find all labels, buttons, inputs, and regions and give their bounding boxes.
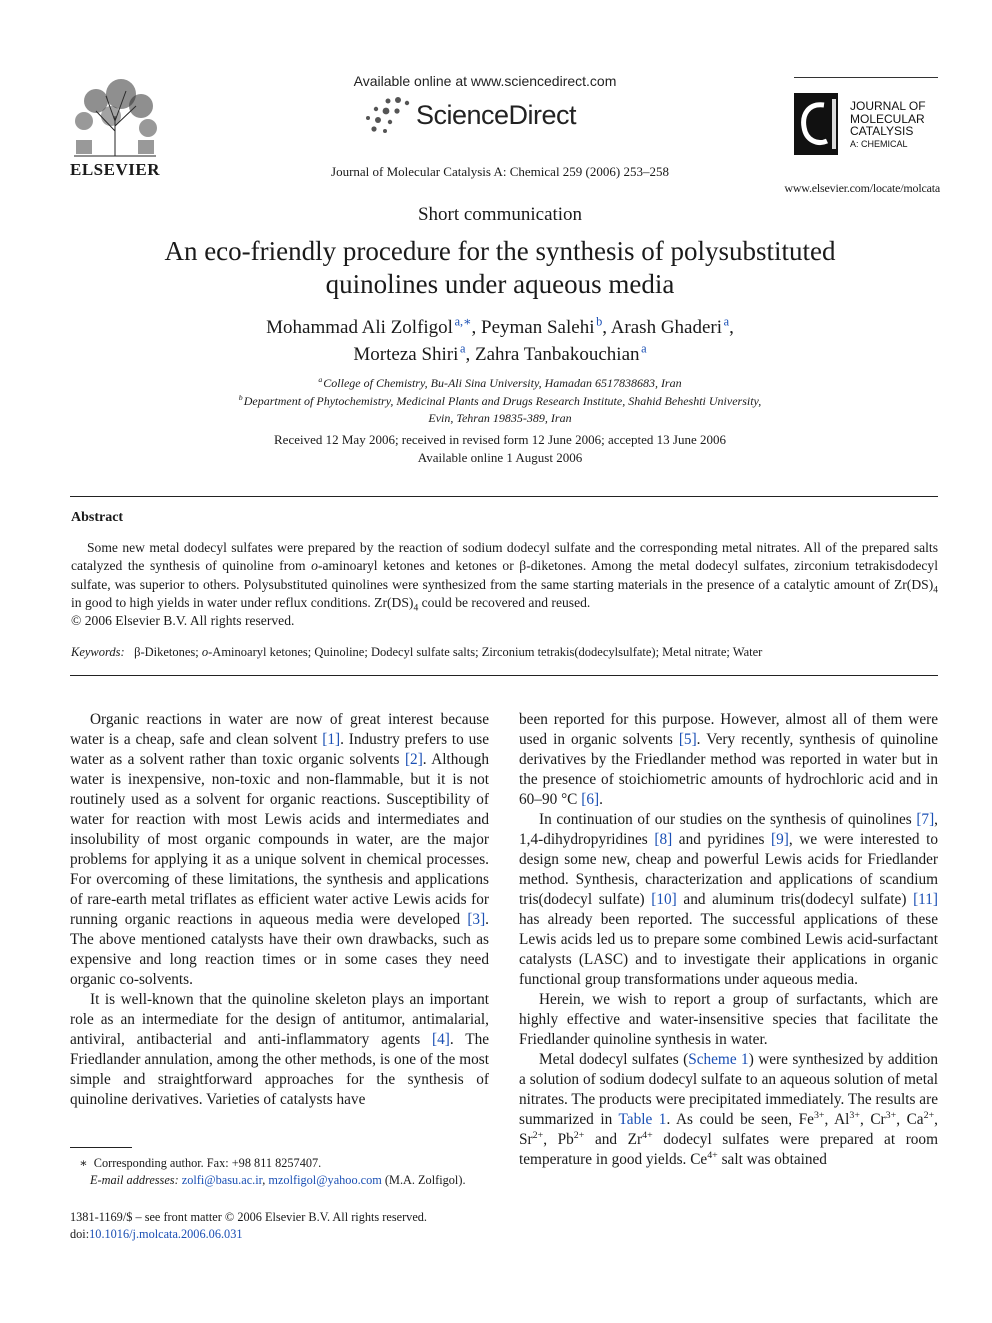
body-text: . As could be seen, Fe: [666, 1111, 814, 1128]
sciencedirect-wordmark: ScienceDirect: [416, 100, 577, 130]
abstract-text: could be recovered and reused.: [418, 594, 591, 610]
email-label: E-mail addresses:: [90, 1173, 179, 1187]
available-date: Available online 1 August 2006: [417, 450, 583, 465]
subscript: 4: [413, 603, 419, 614]
author-list: [60, 314, 940, 368]
article-type: Short communication: [417, 204, 583, 225]
ion-charge: 3+: [885, 1109, 897, 1121]
affiliation-text: College of Chemistry, Bu-Ali Sina University, Hamadan 6517838683, Iran: [323, 376, 682, 390]
body-text: . Industry prefers to use water as a solvent rather than toxic organic solvents: [70, 731, 489, 768]
journal-cover-logo: [794, 93, 844, 155]
abstract-text: in good to high yields in water under reflux conditions. Zr(DS): [71, 594, 414, 610]
subscript: 4: [933, 585, 938, 596]
author-affiliation-mark[interactable]: b: [596, 314, 603, 329]
article-title: [60, 235, 940, 301]
publisher-name: ELSEVIER: [70, 160, 160, 179]
doi-line: [70, 1226, 490, 1243]
article-title-line: An eco-friendly procedure for the synthesis of polysubstituted: [164, 236, 836, 266]
citation-link[interactable]: [6]: [581, 791, 600, 808]
abstract-heading: Abstract: [71, 510, 124, 525]
email-link[interactable]: zolfi@basu.ac.ir: [181, 1173, 263, 1187]
author-name: Arash Ghaderi: [610, 317, 723, 338]
author-separator: ,: [471, 317, 482, 338]
ion-charge: 2+: [532, 1129, 544, 1141]
affiliation-text: Department of Phytochemistry, Medicinal Plants and Drugs Research Institute, Shahid Beheshti University,: [243, 393, 762, 408]
citation-link[interactable]: [9]: [771, 831, 789, 848]
sciencedirect-dots-icon: [360, 96, 416, 138]
footnote-rule: [70, 1147, 132, 1148]
journal-reference: Journal of Molecular Catalysis A: Chemical 259 (2006) 253–258: [331, 164, 669, 179]
keyword-text: β-Diketones;: [134, 645, 202, 659]
body-column-right: [519, 710, 938, 1170]
affiliations: [60, 375, 940, 428]
citation-link[interactable]: [2]: [404, 751, 423, 768]
body-text: , Pb: [543, 1131, 574, 1148]
body-text: and aluminum tris(dodecyl sulfate): [676, 891, 914, 908]
abstract-text: Some new metal dodecyl sulfates were prepared by the reaction of sodium dodecyl sulfate and the corresponding metal nitrates. All of the prepared salts catalyzed the synthesis of quinoline from: [71, 540, 938, 574]
body-text: , 1,4-dihydropyridines: [519, 811, 938, 848]
body-paragraph: [70, 710, 489, 990]
footnotes: [70, 1155, 490, 1189]
citation-link[interactable]: [8]: [654, 831, 673, 848]
citation-link[interactable]: [5]: [678, 731, 697, 748]
sciencedirect-logo[interactable]: [360, 96, 600, 138]
body-text: , we were interested to design some new, cheap and powerful Lewis acids for Friedlander method. Synthesis, characterization and applications of scandium tris(dodecyl sulfate): [519, 831, 938, 908]
body-paragraph: [519, 710, 938, 810]
body-text: Metal dodecyl sulfates (: [539, 1051, 689, 1068]
ion-charge: 2+: [573, 1129, 585, 1141]
body-text: Organic reactions in water are now of great interest because water is a cheap, safe and clean solvent: [70, 711, 489, 748]
journal-logo-rule: [794, 77, 938, 78]
abstract-divider: [70, 675, 938, 676]
abstract-text: -aminoaryl ketones and ketones or β-diketones. Among the metal dodecyl sulfates, zirconium tetrakisdodecyl sulfate, was superior to others. Polysubstituted quinolines were synthesized from the same starting materials in the presence of a catalytic amount of Zr(DS): [71, 558, 938, 592]
citation-link[interactable]: [3]: [467, 911, 486, 928]
issn-line: 1381-1169/$ – see front matter © 2006 Elsevier B.V. All rights reserved.: [70, 1210, 428, 1224]
affiliation: [60, 375, 940, 393]
body-paragraph: [70, 990, 489, 1110]
author-line: [60, 341, 940, 368]
body-text: . The above mentioned catalysts have their own drawbacks, such as expensive and long reaction times or in some cases they need organic co-solvents.: [70, 911, 489, 988]
body-text: been reported for this purpose. However, almost all of them were used in organic solvents: [519, 711, 938, 748]
ion-charge: 4+: [642, 1129, 653, 1141]
corresponding-author-note: [70, 1155, 490, 1172]
header-divider: [70, 496, 938, 497]
body-text: has already been reported. The successful applications of these Lewis acids led us to prepare some combined Lewis acid-surfactant catalysts (LASC) and to investigate their applications in organic functional group transformations under aqueous media.: [519, 911, 938, 988]
body-text: , Sr: [519, 1111, 938, 1148]
body-paragraph: Herein, we wish to report a group of surfactants, which are highly effective and water-insensitive species that facilitate the Friedlander quinoline synthesis in water.: [519, 991, 938, 1048]
body-text: .: [599, 791, 603, 808]
article-title-line: quinolines under aqueous media: [325, 269, 675, 299]
available-online-text[interactable]: Available online at www.sciencedirect.com: [353, 73, 617, 89]
journal-logo-line: MOLECULAR: [850, 111, 925, 126]
journal-logo-line: CATALYSIS: [850, 124, 914, 138]
body-paragraph: [519, 1050, 938, 1170]
body-text: , Ca: [896, 1111, 924, 1128]
email-separator: ,: [262, 1173, 269, 1187]
body-text: In continuation of our studies on the synthesis of quinolines: [539, 811, 917, 828]
doi-label: doi:: [70, 1227, 90, 1241]
keywords-label: Keywords:: [71, 645, 125, 659]
affiliation-mark: a: [318, 375, 323, 384]
citation-link[interactable]: [1]: [322, 731, 341, 748]
author-name: Zahra Tanbakouchian: [475, 344, 640, 365]
keyword-italic: o: [201, 645, 209, 659]
citation-link[interactable]: [7]: [916, 811, 935, 828]
author-name: Peyman Salehi: [481, 317, 595, 338]
body-column-left: [70, 710, 489, 1110]
author-line: [60, 314, 940, 341]
email-note: [70, 1172, 490, 1189]
table-link[interactable]: Table 1: [618, 1111, 667, 1128]
journal-url-link[interactable]: www.elsevier.com/locate/molcata: [784, 181, 940, 195]
ion-charge: 2+: [923, 1109, 935, 1121]
author-affiliation-mark[interactable]: a: [460, 341, 466, 356]
ion-charge: 3+: [849, 1109, 860, 1121]
scheme-link[interactable]: Scheme 1: [688, 1051, 749, 1068]
elsevier-logo: [66, 76, 164, 180]
body-text: . Although water is inexpensive, non-toxic and non-flammable, but it is not routinely used as a solvent for organic reactions. Susceptibility of water for reaction with most Lewis acids and intermediates and insolubility of most organic compounds in water, are the major problems for applying it as a unique solvent in chemical processes. For overcoming of these limitations, the synthesis and applications of rare-earth metal triflates as efficient water active Lewis acids for running organic reactions in aqueous media were developed: [70, 751, 490, 928]
abstract-body: [71, 539, 938, 630]
copyright-line: © 2006 Elsevier B.V. All rights reserved.: [71, 613, 295, 629]
journal-cover-icon: [794, 93, 844, 155]
body-text: . The Friedlander annulation, among the other methods, is one of the most simple and straightforward approaches for the synthesis of quinoline derivatives. Varieties of catalysts have: [70, 1031, 490, 1108]
elsevier-tree-icon: [66, 76, 164, 158]
citation-link[interactable]: [11]: [913, 891, 938, 908]
author-affiliation-mark[interactable]: a: [641, 341, 647, 356]
body-text: dodecyl sulfates were prepared at room temperature in good yields. Ce: [519, 1131, 938, 1168]
author-separator: ,: [602, 317, 611, 338]
abstract-italic: o: [311, 558, 318, 574]
email-owner: (M.A. Zolfigol).: [381, 1173, 466, 1187]
author-affiliation-mark[interactable]: a: [723, 314, 730, 329]
body-text: It is well-known that the quinoline skeleton plays an important role as an intermediate for the design of antitumor, antimalarial, antiviral, antibacterial and anti-inflammatory agents: [70, 991, 489, 1048]
affiliation: [60, 410, 940, 428]
body-text: , Al: [824, 1111, 850, 1128]
ion-charge: 3+: [813, 1109, 825, 1121]
footnote-mark: ∗: [79, 1156, 88, 1170]
journal-logo-line: JOURNAL OF: [850, 99, 926, 113]
footnote-text: Corresponding author. Fax: +98 811 8257407.: [93, 1156, 322, 1170]
body-text: , Cr: [859, 1111, 886, 1128]
keywords: [71, 645, 938, 660]
author-separator: ,: [729, 317, 734, 338]
affiliation: [60, 393, 940, 411]
affiliation-text: Evin, Tehran 19835-389, Iran: [428, 411, 572, 425]
affiliation-mark: b: [238, 392, 243, 402]
journal-logo-subtitle: A: CHEMICAL: [850, 138, 908, 149]
body-text: and pyridines: [672, 831, 772, 848]
article-dates: [60, 431, 940, 467]
author-name: Mohammad Ali Zolfigol: [266, 317, 453, 338]
front-matter: [70, 1209, 490, 1243]
keyword-text: -Aminoaryl ketones; Quinoline; Dodecyl sulfate salts; Zirconium tetrakis(dodecylsulfate); Metal nitrate; Water: [208, 645, 763, 659]
body-paragraph: [519, 810, 938, 990]
body-text: and Zr: [584, 1131, 643, 1148]
email-link[interactable]: mzolfigol@yahoo.com: [268, 1173, 382, 1187]
journal-logo-title: [850, 100, 950, 150]
author-separator: ,: [465, 344, 475, 365]
received-dates: Received 12 May 2006; received in revised form 12 June 2006; accepted 13 June 2006: [274, 432, 726, 447]
body-text: . Very recently, synthesis of quinoline derivatives by the Friedlander method was reported in water but in the presence of stoichiometric amounts of hydrochloric acid and in 60–90 °C: [519, 731, 938, 808]
citation-link[interactable]: [10]: [651, 891, 677, 908]
author-affiliation-mark[interactable]: a,∗: [454, 314, 472, 329]
abstract-paragraph: [71, 539, 938, 612]
body-text: ) were synthesized by addition a solution of sodium dodecyl sulfate to an aqueous solution of metal nitrates. The products were precipitated immediately. The results are summarized in: [519, 1051, 938, 1128]
citation-link[interactable]: [4]: [432, 1031, 450, 1048]
author-name: Morteza Shiri: [353, 344, 459, 365]
ion-charge: 4+: [707, 1149, 718, 1161]
doi-link[interactable]: 10.1016/j.molcata.2006.06.031: [89, 1227, 243, 1241]
body-text: salt was obtained: [717, 1151, 827, 1168]
